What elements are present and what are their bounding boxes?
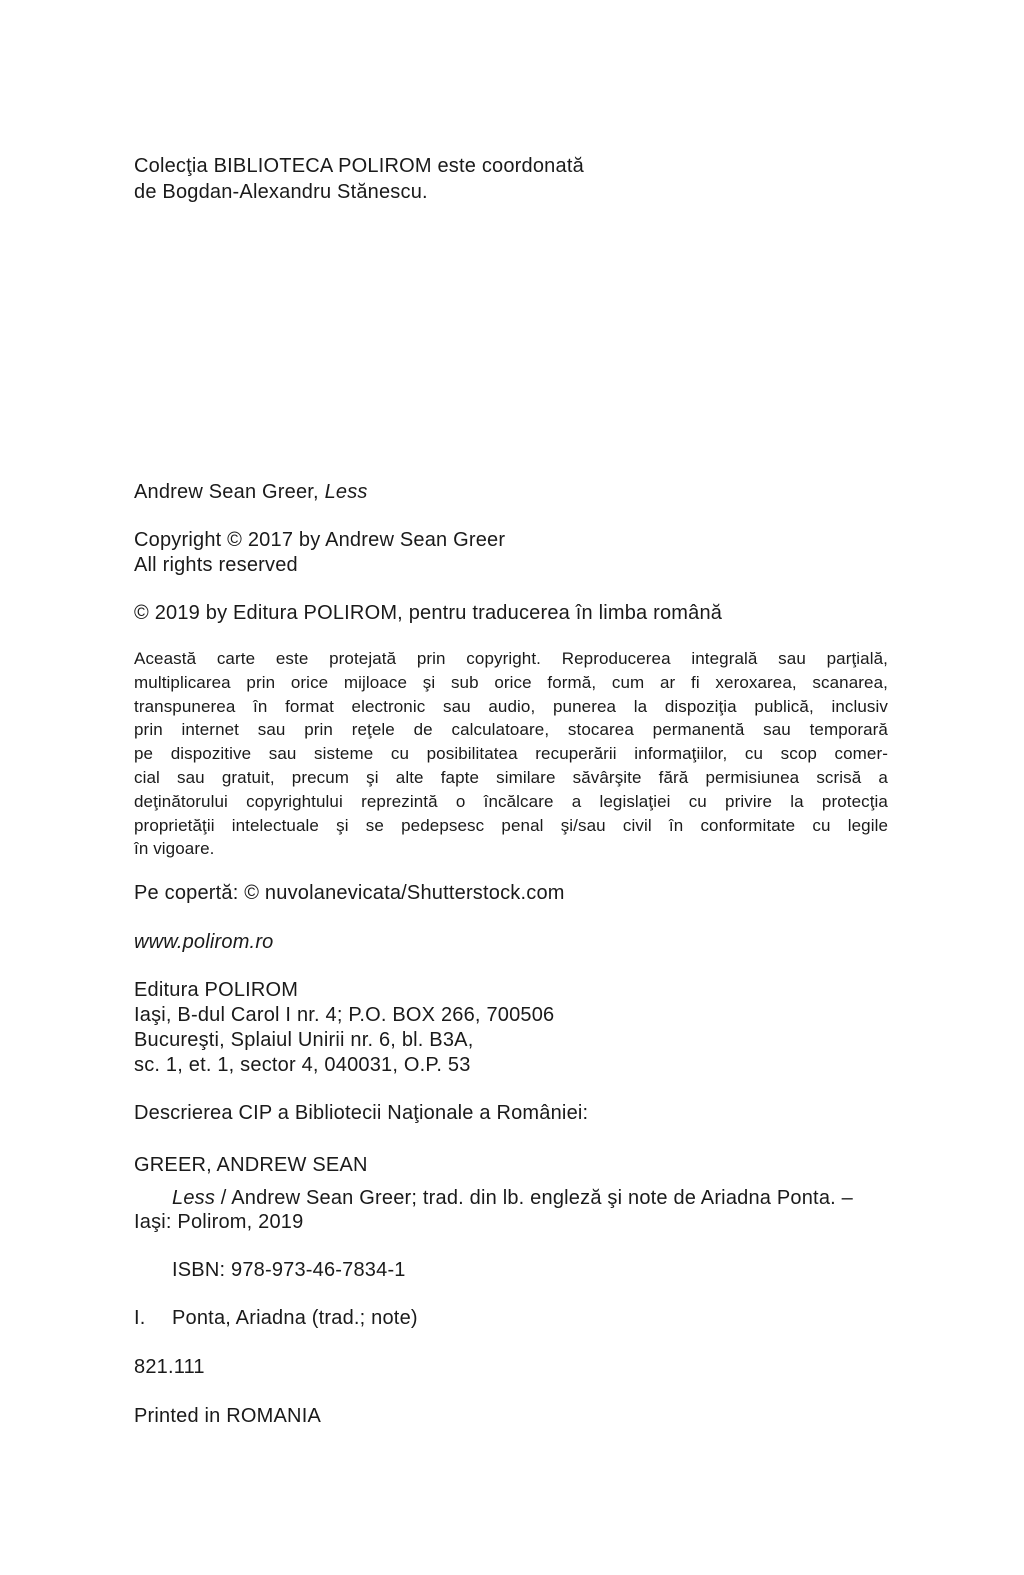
rights-reserved: All rights reserved: [134, 554, 298, 576]
legal-notice-line: pe dispozitive sau sisteme cu posibilitatea recuperării informaţiilor, cu scop comer-: [134, 744, 888, 764]
publisher-address-bucuresti: Bucureşti, Splaiul Unirii nr. 6, bl. B3A,: [134, 1029, 474, 1051]
original-title: Less: [324, 481, 368, 503]
publisher-name: Editura POLIROM: [134, 979, 299, 1001]
original-author: Andrew Sean Greer,: [134, 481, 325, 503]
cip-title-rest: / Andrew Sean Greer; trad. din lb. engleză şi note de Ariadna Ponta. –: [215, 1187, 853, 1209]
publisher-address-sector: sc. 1, et. 1, sector 4, 040031, O.P. 53: [134, 1054, 471, 1076]
cip-imprint: Iaşi: Polirom, 2019: [134, 1211, 304, 1233]
legal-notice-line: deţinătorului copyrightului reprezintă o încălcare a legislaţiei cu privire la protecţia: [134, 791, 888, 811]
legal-notice-line: Această carte este protejată prin copyright. Reproducerea integrală sau parţială,: [134, 649, 888, 668]
legal-notice-line: cial sau gratuit, precum şi alte fapte similare săvârşite fără permisiunea scrisă a: [134, 767, 888, 787]
series-note-line-1: Colecţia BIBLIOTECA POLIROM este coordonată: [134, 155, 584, 177]
legal-notice-line: transpunerea în format electronic sau audio, punerea la dispoziţia publică, inclusiv: [134, 696, 888, 716]
legal-notice-line: proprietăţii intelectuale şi se pedepsesc penal şi/sau civil în conformitate cu legile: [134, 815, 888, 835]
website-link[interactable]: www.polirom.ro: [134, 931, 274, 953]
printed-in: Printed in ROMANIA: [134, 1405, 321, 1427]
translation-copyright: © 2019 by Editura POLIROM, pentru traducerea în limba română: [134, 602, 723, 624]
original-copyright: Copyright © 2017 by Andrew Sean Greer: [134, 529, 506, 551]
series-note-line-2: de Bogdan-Alexandru Stănescu.: [134, 181, 428, 203]
cip-entry-text: Ponta, Ariadna (trad.; note): [172, 1307, 418, 1329]
cip-author-heading: GREER, ANDREW SEAN: [134, 1154, 368, 1176]
legal-notice: [134, 647, 888, 861]
original-author-title: [134, 480, 368, 504]
copyright-page: [134, 0, 894, 1575]
publisher-address-iasi: Iaşi, B-dul Carol I nr. 4; P.O. BOX 266, 700506: [134, 1004, 555, 1026]
cip-heading: Descrierea CIP a Bibliotecii Naţionale a României:: [134, 1102, 589, 1124]
legal-notice-line: multiplicarea prin orice mijloace şi sub orice formă, cum ar fi xeroxarea, scanarea,: [134, 672, 888, 692]
legal-notice-line: prin internet sau prin reţele de calculatoare, stocarea permanentă sau temporară: [134, 720, 888, 740]
cover-credit: Pe copertă: © nuvolanevicata/Shutterstock.com: [134, 882, 565, 904]
cip-isbn: ISBN: 978-973-46-7834-1: [172, 1259, 406, 1281]
legal-notice-line: în vigoare.: [134, 839, 215, 859]
cip-title: Less: [172, 1187, 216, 1209]
cip-entry-number: I.: [134, 1307, 146, 1329]
cip-title-line: [172, 1186, 853, 1210]
cip-classification: 821.111: [134, 1356, 205, 1378]
